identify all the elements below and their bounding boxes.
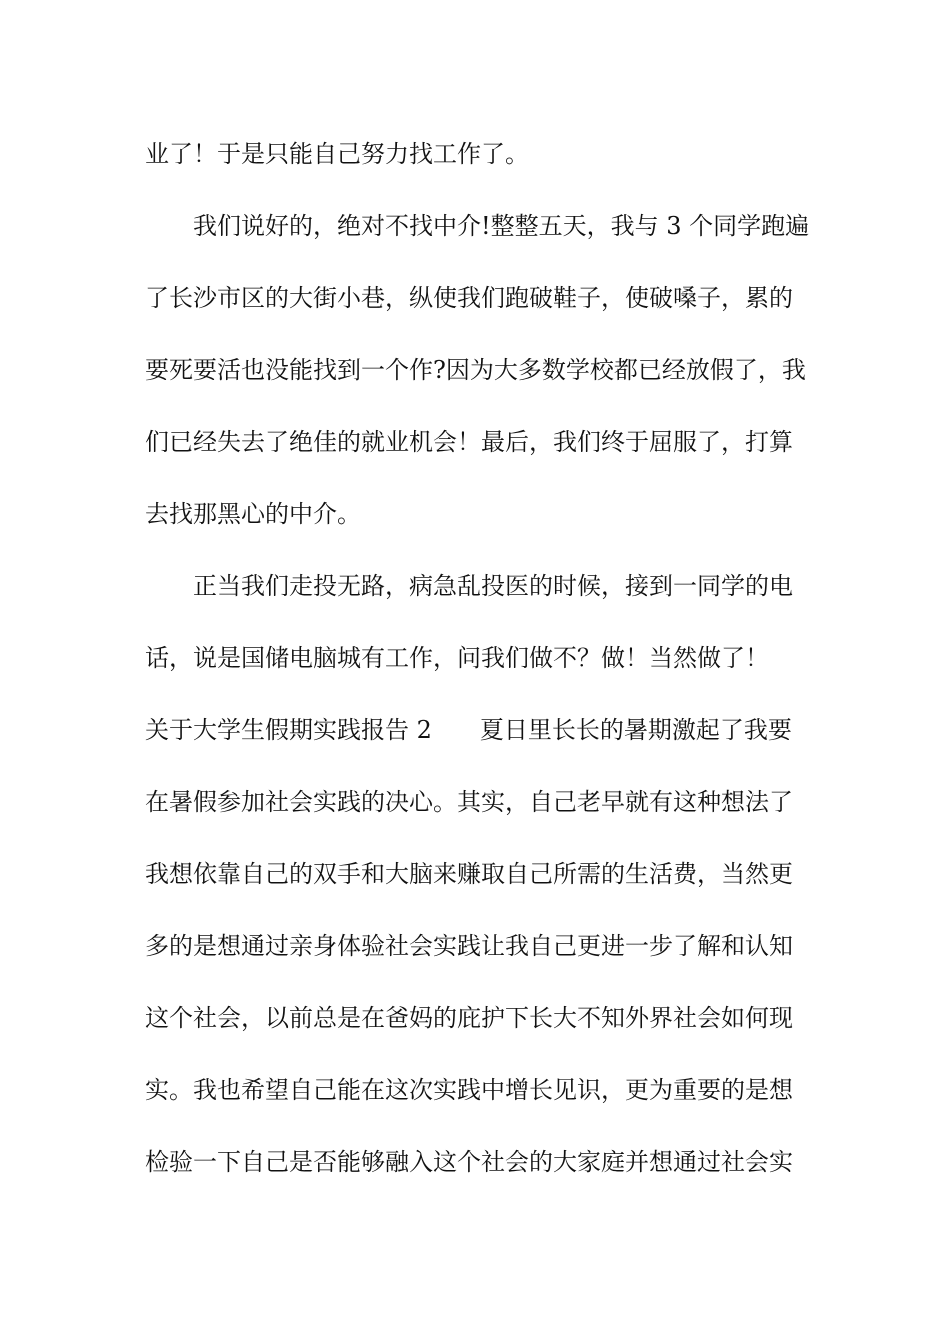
- text-line: 了长沙市区的大街小巷，纵使我们跑破鞋子，使破嗓子，累的: [145, 284, 793, 312]
- text-line: 话，说是国储电脑城有工作，问我们做不？做！当然做了！: [145, 644, 769, 672]
- text-line: 这个社会，以前总是在爸妈的庇护下长大不知外界社会如何现: [145, 1004, 793, 1032]
- text-line: 实。我也希望自己能在这次实践中增长见识，更为重要的是想: [145, 1076, 793, 1104]
- text-line: 们已经失去了绝佳的就业机会！最后，我们终于屈服了，打算: [145, 428, 793, 456]
- text-line: 检验一下自己是否能够融入这个社会的大家庭并想通过社会实: [145, 1148, 793, 1176]
- text-line: 多的是想通过亲身体验社会实践让我自己更进一步了解和认知: [145, 932, 793, 960]
- text-line: 关于大学生假期实践报告 2 夏日里长长的暑期激起了我要: [145, 716, 792, 744]
- text-line: 去找那黑心的中介。: [145, 500, 361, 528]
- text-line: 业了！于是只能自己努力找工作了。: [145, 140, 529, 168]
- text-line: 要死要活也没能找到一个作?因为大多数学校都已经放假了，我: [145, 356, 806, 384]
- text-line: 我们说好的，绝对不找中介!整整五天，我与 3 个同学跑遍: [193, 212, 810, 240]
- text-line: 正当我们走投无路，病急乱投医的时候，接到一同学的电: [193, 572, 793, 600]
- text-line: 在暑假参加社会实践的决心。其实，自己老早就有这种想法了: [145, 788, 793, 816]
- text-line: 我想依靠自己的双手和大脑来赚取自己所需的生活费，当然更: [145, 860, 793, 888]
